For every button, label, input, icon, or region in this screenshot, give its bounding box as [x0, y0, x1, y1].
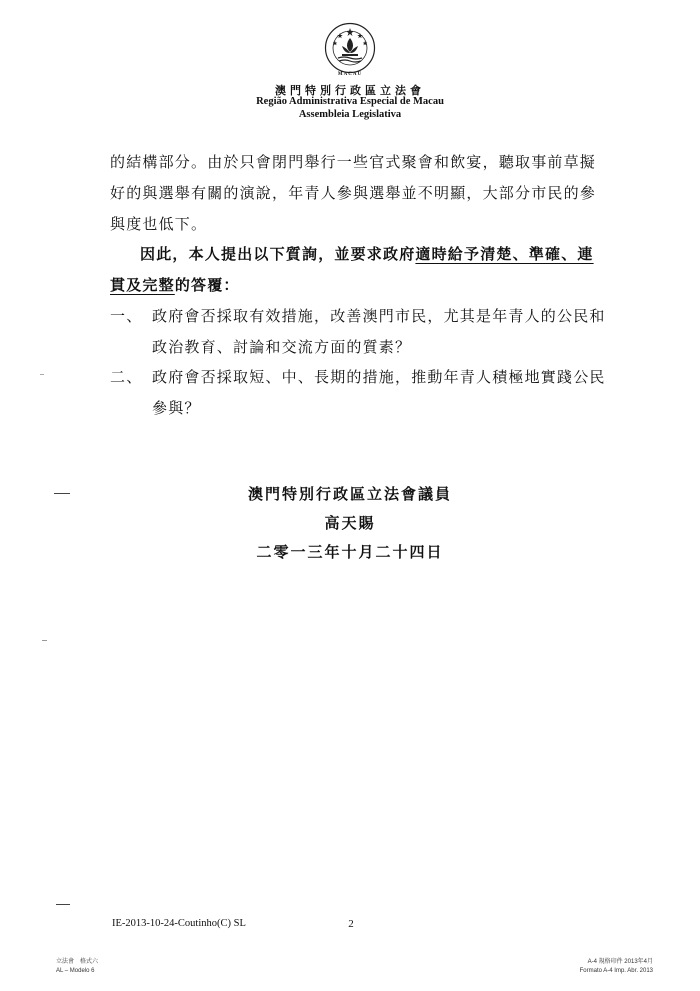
paper-format-portuguese: Formato A-4 Imp. Abr. 2013	[579, 968, 653, 974]
margin-mark	[56, 904, 70, 905]
emblem-caption: MACAU	[337, 72, 363, 77]
body-paragraph: 的結構部分。由於只會閉門舉行一些官式聚會和飲宴，聽取事前草擬好的與選舉有關的演說，年青人參與選舉並不明顯，大部分市民的參與度也低下。	[110, 153, 597, 233]
signatory-title: 澳門特別行政區立法會議員	[247, 485, 452, 503]
request-paragraph	[110, 239, 600, 301]
page-number: 2	[348, 918, 354, 930]
document-reference: IE-2013-10-24-Coutinho(C) SL	[112, 918, 246, 929]
request-underlined-phrase: 適時給予清楚、準確、連貫及完整	[110, 245, 594, 294]
question-item	[110, 301, 610, 363]
form-code-chinese: 立法會 格式六	[56, 959, 99, 965]
question-text: 政府會否採取有效措施，改善澳門市民，尤其是年青人的公民和政治教育、討論和交流方面的質素？	[152, 307, 606, 356]
request-suffix: 的答覆：	[174, 276, 240, 294]
signatory-name: 高天賜	[324, 514, 376, 532]
document-date: 二零一三年十月二十四日	[256, 543, 444, 561]
margin-mark	[40, 374, 44, 375]
paper-format-chinese: A-4 規格印件 2013年4月	[587, 959, 653, 965]
org-name-chinese: 澳門特別行政區立法會	[275, 85, 425, 97]
macau-emblem-icon	[324, 22, 376, 74]
margin-mark	[54, 493, 70, 494]
question-item	[110, 362, 610, 424]
form-code-portuguese: AL – Modelo 6	[56, 968, 95, 974]
org-name-portuguese-line1: Região Administrativa Especial de Macau	[256, 96, 444, 107]
question-number: 二、	[110, 368, 143, 386]
question-number: 一、	[110, 307, 143, 325]
question-text: 政府會否採取短、中、長期的措施，推動年青人積極地實踐公民參與？	[152, 368, 606, 417]
margin-mark	[42, 640, 47, 641]
org-name-portuguese-line2: Assembleia Legislativa	[298, 109, 402, 120]
request-prefix: 因此，本人提出以下質詢，並要求政府	[140, 245, 416, 263]
